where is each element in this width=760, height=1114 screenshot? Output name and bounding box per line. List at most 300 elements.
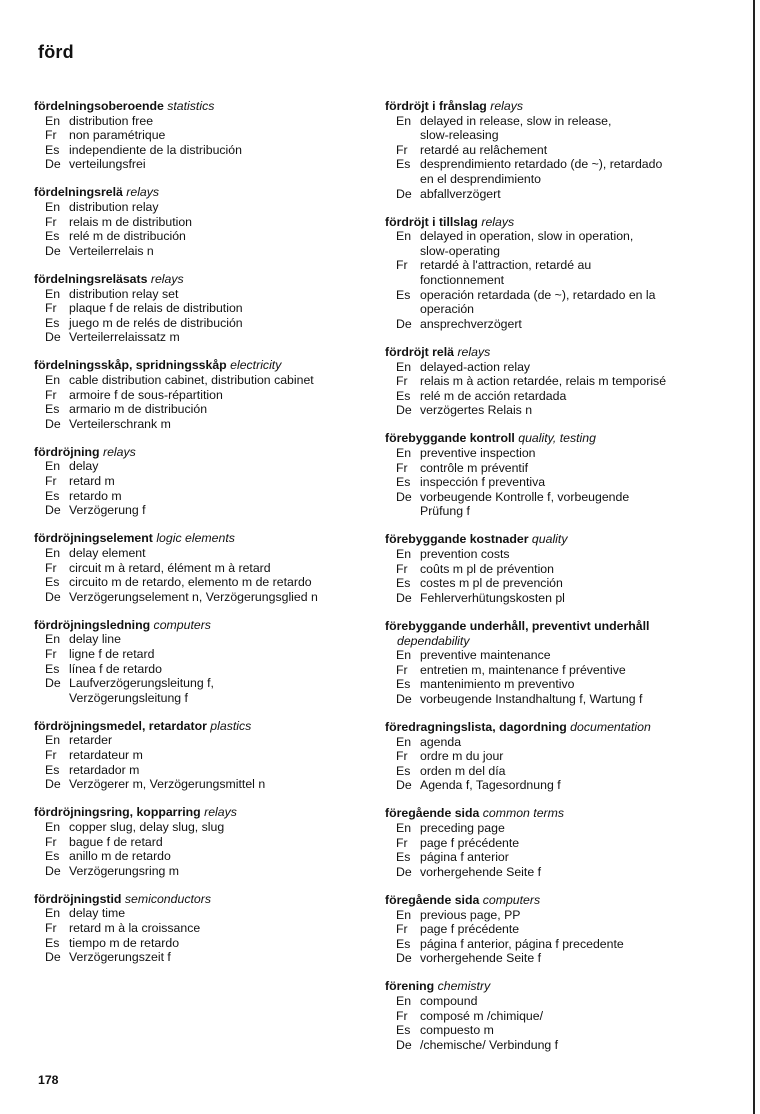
translation-row: [34, 459, 364, 474]
dictionary-entry: [34, 719, 364, 792]
language-code: De: [45, 157, 61, 172]
entry-headword: fördröjningsmedel, retardator: [34, 718, 207, 733]
translation-row: [34, 777, 364, 792]
translation-text: Fehlerverhütungskosten pl: [420, 590, 565, 605]
translation-text: page f précédente: [420, 835, 520, 850]
translation-row: [385, 187, 720, 202]
entry-subject-field: relays: [457, 344, 491, 359]
entry-headword: fördröjningsring, kopparring: [34, 805, 201, 820]
dictionary-entry: [34, 892, 364, 965]
entry-headword: föregående sida: [385, 806, 480, 821]
language-code: De: [45, 777, 61, 792]
entry-headword: fördröjningsledning: [34, 617, 151, 632]
translation-text: ansprechverzögert: [420, 316, 522, 331]
translation-row: [385, 908, 720, 923]
translation-text: vorbeugende Kontrolle f, vorbeugende Prüfung f: [420, 489, 630, 519]
translation-text: compound: [420, 993, 478, 1008]
entry-headword: fördelningsoberoende: [34, 99, 164, 113]
dictionary-entry: [385, 720, 720, 793]
translation-text: Verteilerrelais n: [69, 243, 154, 258]
translation-row: [34, 489, 364, 504]
translation-text: Verzögerungsring m: [69, 863, 180, 878]
translation-text: distribution relay: [69, 200, 159, 215]
language-code: Es: [396, 157, 411, 172]
translation-text: prevention costs: [420, 547, 510, 562]
translation-row: [385, 749, 720, 764]
entry-headword: fördröjt relä: [385, 344, 455, 359]
translation-text: anillo m de retardo: [69, 849, 171, 864]
translation-text: línea f de retardo: [69, 661, 162, 676]
translation-text: preventive maintenance: [420, 648, 551, 663]
entry-headword: förening: [385, 979, 435, 994]
entry-headword-line: [385, 345, 720, 360]
language-code: En: [45, 545, 61, 560]
language-code: Es: [45, 849, 60, 864]
translation-text: /chemische/ Verbindung f: [420, 1037, 559, 1052]
language-code: Es: [45, 402, 60, 417]
translation-text: orden m del día: [420, 763, 506, 778]
language-code: Fr: [45, 301, 57, 316]
language-code: Fr: [45, 834, 57, 849]
translation-row: [385, 922, 720, 937]
entry-headword-line: [34, 185, 364, 200]
translation-row: [34, 229, 364, 244]
translation-text: previous page, PP: [420, 907, 521, 922]
translation-text: coûts m pl de prévention: [420, 561, 554, 576]
translation-row: [385, 663, 720, 678]
language-code: En: [396, 547, 412, 562]
entry-headword-line: [385, 532, 720, 547]
language-code: De: [45, 243, 61, 258]
entry-subject-field: computers: [153, 617, 211, 632]
translation-row: [34, 373, 364, 388]
language-code: De: [396, 1037, 412, 1052]
language-code: Es: [45, 229, 60, 244]
language-code: De: [45, 503, 61, 518]
entry-headword: föregående sida: [385, 892, 480, 907]
translation-text: vorhergehende Seite f: [420, 951, 542, 966]
language-code: De: [396, 778, 412, 793]
translation-row: [385, 389, 720, 404]
translation-row: [385, 229, 720, 258]
translation-row: [34, 301, 364, 316]
translation-row: [34, 244, 364, 259]
language-code: Es: [396, 388, 411, 403]
translation-row: [385, 547, 720, 562]
entry-headword: fördelningsreläsats: [34, 271, 148, 286]
entry-headword-line: [34, 445, 364, 460]
translation-text: vorbeugende Instandhaltung f, Wartung f: [420, 691, 643, 706]
language-code: Fr: [45, 560, 57, 575]
language-code: Es: [396, 763, 411, 778]
entry-headword-line: [34, 805, 364, 820]
language-code: En: [396, 229, 412, 244]
entry-subject-field: quality, testing: [518, 431, 596, 446]
language-code: Fr: [396, 749, 408, 764]
translation-text: delay line: [69, 632, 121, 647]
dictionary-entry: [34, 618, 364, 706]
translation-text: Laufverzögerungsleitung f, Verzögerungsleitung f: [69, 676, 214, 705]
entry-subject-field: relays: [204, 805, 237, 820]
translation-text: retardador m: [69, 762, 140, 777]
translation-row: [34, 474, 364, 489]
entry-subject-field: common terms: [482, 806, 565, 821]
translation-text: bague f de retard: [69, 834, 163, 849]
page-number: 178: [38, 1073, 59, 1087]
translation-row: [34, 748, 364, 763]
translation-row: [385, 865, 720, 880]
entry-headword: fördröjningselement: [34, 531, 153, 546]
translation-row: [34, 546, 364, 561]
translation-row: [385, 692, 720, 707]
translation-text: delayed in release, slow in release, slow-releasing: [420, 113, 612, 143]
language-code: En: [396, 359, 412, 374]
entry-headword: fördelningsrelä: [34, 185, 123, 200]
translation-text: verzögertes Relais n: [420, 403, 533, 418]
translation-row: [34, 417, 364, 432]
entry-subject-field: electricity: [230, 358, 282, 373]
language-code: Fr: [396, 460, 408, 475]
entries-column-left: [34, 99, 364, 978]
translation-text: retard m: [69, 474, 115, 489]
translation-text: contrôle m préventif: [420, 460, 528, 475]
dictionary-entry: [385, 979, 720, 1052]
entry-subject-field: semiconductors: [124, 891, 211, 906]
language-code: En: [396, 907, 412, 922]
dictionary-entry: [34, 99, 364, 172]
entry-subject-field: relays: [481, 214, 515, 229]
dictionary-entry: [34, 805, 364, 878]
translation-text: Verteilerrelaissatz m: [69, 330, 180, 345]
translation-row: [34, 143, 364, 158]
translation-row: [34, 647, 364, 662]
language-code: De: [45, 330, 61, 345]
translation-row: [385, 374, 720, 389]
entry-subject-field: statistics: [167, 99, 215, 113]
dictionary-entry: [385, 99, 720, 201]
entry-subject-field: dependability: [397, 633, 470, 648]
translation-row: [34, 835, 364, 850]
language-code: En: [45, 113, 61, 128]
entry-headword-line: [385, 720, 720, 735]
language-code: Fr: [396, 835, 408, 850]
translation-row: [385, 288, 720, 317]
translation-text: costes m pl de prevención: [420, 576, 563, 591]
language-code: En: [45, 819, 61, 834]
dictionary-entry: [34, 358, 364, 431]
language-code: De: [396, 186, 412, 201]
translation-text: Verzögerer m, Verzögerungsmittel n: [69, 777, 266, 792]
language-code: En: [396, 113, 412, 128]
translation-row: [385, 591, 720, 606]
translation-text: copper slug, delay slug, slug: [69, 819, 225, 834]
translation-row: [34, 906, 364, 921]
language-code: Fr: [45, 748, 57, 763]
entry-headword-line: [385, 431, 720, 446]
translation-row: [34, 662, 364, 677]
dictionary-entry: [385, 431, 720, 519]
entry-headword-line: [34, 892, 364, 907]
language-code: De: [45, 589, 61, 604]
translation-row: [385, 836, 720, 851]
translation-row: [34, 287, 364, 302]
translation-row: [385, 850, 720, 865]
language-code: Es: [45, 575, 60, 590]
translation-row: [34, 950, 364, 965]
translation-row: [34, 215, 364, 230]
language-code: En: [45, 733, 61, 748]
translation-text: armoire f de sous-répartition: [69, 387, 223, 402]
translation-text: juego m de relés de distribución: [69, 315, 243, 330]
language-code: En: [45, 459, 61, 474]
translation-row: [34, 864, 364, 879]
language-code: De: [396, 864, 412, 879]
translation-row: [385, 360, 720, 375]
entry-headword: föredragningslista, dagordning: [385, 719, 567, 734]
translation-text: delayed in operation, slow in operation, slow-operating: [420, 229, 634, 258]
entry-headword-line: [34, 618, 364, 633]
language-code: Es: [45, 762, 60, 777]
translation-text: mantenimiento m preventivo: [420, 677, 575, 692]
entries-column-right: [385, 99, 720, 1066]
entry-subject-field: quality: [531, 532, 568, 547]
dictionary-entry: [385, 215, 720, 332]
translation-row: [385, 490, 720, 519]
translation-row: [385, 1038, 720, 1053]
translation-text: página f anterior, página f precedente: [420, 936, 624, 951]
dictionary-entry: [34, 445, 364, 518]
translation-row: [34, 849, 364, 864]
translation-text: plaque f de relais de distribution: [69, 301, 243, 316]
translation-text: Agenda f, Tagesordnung f: [420, 778, 561, 793]
language-code: Fr: [45, 387, 57, 402]
translation-row: [34, 200, 364, 215]
dictionary-entry: [385, 345, 720, 418]
translation-text: circuito m de retardo, elemento m de retardo: [69, 575, 312, 590]
entry-headword-line: [34, 719, 364, 734]
translation-text: retard m à la croissance: [69, 921, 201, 935]
entry-subject-field: logic elements: [156, 531, 235, 546]
language-code: Es: [396, 850, 411, 865]
translation-text: delay: [69, 459, 99, 474]
translation-row: [385, 576, 720, 591]
language-code: Es: [396, 576, 411, 591]
translation-text: delay time: [69, 906, 126, 921]
language-code: Es: [396, 287, 411, 302]
language-code: En: [45, 286, 61, 301]
translation-row: [385, 1009, 720, 1024]
language-code: Fr: [396, 561, 408, 576]
translation-text: delay element: [69, 545, 146, 560]
translation-text: cable distribution cabinet, distribution cabinet: [69, 373, 314, 387]
language-code: Es: [396, 1023, 411, 1038]
translation-row: [385, 994, 720, 1009]
translation-text: Verzögerungselement n, Verzögerungsglied n: [69, 589, 318, 604]
translation-row: [385, 143, 720, 158]
translation-text: page f précédente: [420, 922, 520, 937]
guide-word-header: förd: [38, 42, 74, 62]
translation-text: relé m de acción retardada: [420, 388, 567, 403]
page-edge-rule: [753, 0, 755, 1114]
language-code: De: [396, 691, 412, 706]
translation-row: [34, 575, 364, 590]
translation-row: [385, 937, 720, 952]
language-code: En: [45, 373, 61, 387]
translation-row: [385, 446, 720, 461]
translation-row: [34, 561, 364, 576]
translation-row: [385, 475, 720, 490]
translation-text: desprendimiento retardado (de ~), retardado en el desprendimiento: [420, 157, 663, 186]
language-code: En: [45, 632, 61, 647]
translation-row: [34, 921, 364, 936]
entry-headword: fördröjningstid: [34, 891, 122, 906]
translation-text: tiempo m de retardo: [69, 935, 180, 950]
translation-row: [385, 461, 720, 476]
translation-row: [34, 733, 364, 748]
entry-headword-line: [385, 99, 720, 114]
translation-row: [385, 403, 720, 418]
translation-text: compuesto m: [420, 1023, 494, 1038]
translation-row: [34, 632, 364, 647]
language-code: En: [396, 993, 412, 1008]
language-code: De: [45, 676, 61, 691]
language-code: Es: [45, 488, 60, 503]
translation-row: [34, 676, 364, 705]
translation-text: relé m de distribución: [69, 229, 186, 244]
entry-subject-field: computers: [482, 892, 541, 907]
translation-text: ordre m du jour: [420, 749, 504, 764]
translation-row: [385, 735, 720, 750]
entry-headword-line: [385, 215, 720, 230]
translation-row: [34, 402, 364, 417]
translation-text: Verteilerschrank m: [69, 416, 171, 431]
translation-row: [34, 316, 364, 331]
entry-headword: fördröjt i frånslag: [385, 99, 487, 113]
translation-text: entretien m, maintenance f préventive: [420, 662, 626, 677]
language-code: Fr: [396, 258, 408, 273]
translation-row: [385, 677, 720, 692]
translation-row: [34, 128, 364, 143]
entry-subject-field: relays: [150, 271, 184, 286]
translation-row: [34, 820, 364, 835]
language-code: En: [396, 648, 412, 663]
translation-row: [385, 258, 720, 287]
entry-headword-line: [34, 99, 364, 114]
translation-row: [34, 114, 364, 129]
translation-text: distribution free: [69, 113, 154, 128]
translation-text: independiente de la distribución: [69, 142, 242, 157]
translation-text: página f anterior: [420, 850, 509, 865]
entry-headword: fördröjning: [34, 444, 100, 459]
translation-text: distribution relay set: [69, 286, 179, 301]
dictionary-entry: [34, 272, 364, 345]
translation-text: preceding page: [420, 821, 505, 836]
translation-text: vorhergehende Seite f: [420, 864, 542, 879]
translation-row: [34, 936, 364, 951]
translation-text: inspección f preventiva: [420, 475, 546, 490]
entry-headword-line: [34, 358, 364, 373]
language-code: Fr: [396, 374, 408, 389]
translation-row: [34, 330, 364, 345]
translation-text: circuit m à retard, élément m à retard: [69, 560, 271, 575]
language-code: De: [45, 950, 61, 965]
entry-headword: förebyggande kontroll: [385, 431, 515, 446]
language-code: De: [396, 489, 412, 504]
language-code: De: [396, 590, 412, 605]
translation-text: retardé à l'attraction, retardé au fonctionnement: [420, 258, 592, 288]
translation-text: ligne f de retard: [69, 647, 155, 661]
translation-row: [385, 821, 720, 836]
language-code: Fr: [396, 1008, 408, 1023]
translation-row: [34, 157, 364, 172]
language-code: De: [396, 951, 412, 966]
language-code: Es: [45, 661, 60, 676]
language-code: En: [45, 906, 61, 921]
language-code: Fr: [396, 142, 408, 157]
dictionary-entry: [385, 532, 720, 605]
translation-row: [385, 562, 720, 577]
language-code: En: [396, 734, 412, 749]
entry-headword-line: [385, 806, 720, 821]
language-code: De: [396, 403, 412, 418]
translation-text: operación retardada (de ~), retardado en la operación: [420, 287, 656, 317]
entry-headword-line: [385, 619, 720, 634]
dictionary-entry: [34, 531, 364, 604]
translation-text: abfallverzögert: [420, 186, 501, 201]
translation-text: non paramétrique: [69, 128, 166, 143]
language-code: De: [45, 416, 61, 431]
entry-subject-field: chemistry: [437, 979, 491, 994]
language-code: De: [396, 316, 412, 331]
language-code: En: [45, 200, 61, 215]
translation-row: [385, 317, 720, 332]
translation-row: [34, 503, 364, 518]
language-code: Fr: [396, 922, 408, 937]
entry-subject-field: relays: [126, 185, 160, 200]
language-code: Fr: [45, 647, 57, 661]
language-code: De: [45, 863, 61, 878]
translation-row: [34, 590, 364, 605]
translation-row: [385, 1023, 720, 1038]
translation-row: [385, 648, 720, 663]
translation-text: composé m /chimique/: [420, 1008, 544, 1023]
translation-text: relais m de distribution: [69, 214, 193, 229]
translation-row: [385, 778, 720, 793]
translation-text: verteilungsfrei: [69, 157, 146, 172]
language-code: Fr: [396, 662, 408, 677]
translation-text: retardé au relâchement: [420, 142, 548, 157]
dictionary-entry: [385, 806, 720, 879]
dictionary-entry: [385, 619, 720, 707]
language-code: Fr: [45, 921, 57, 935]
language-code: Fr: [45, 214, 57, 229]
entry-headword: fördelningsskåp, spridningsskåp: [34, 358, 227, 373]
language-code: Fr: [45, 128, 57, 143]
language-code: En: [396, 821, 412, 836]
language-code: Es: [396, 936, 411, 951]
entry-headword-line: [34, 531, 364, 546]
translation-row: [385, 951, 720, 966]
language-code: Es: [45, 935, 60, 950]
translation-text: retardateur m: [69, 748, 143, 763]
language-code: En: [396, 445, 412, 460]
translation-text: Verzögerung f: [69, 503, 146, 518]
entry-headword-line: [385, 979, 720, 994]
translation-row: [385, 764, 720, 779]
entry-subject-field: relays: [103, 444, 136, 459]
language-code: Es: [45, 142, 60, 157]
translation-text: retarder: [69, 733, 113, 748]
